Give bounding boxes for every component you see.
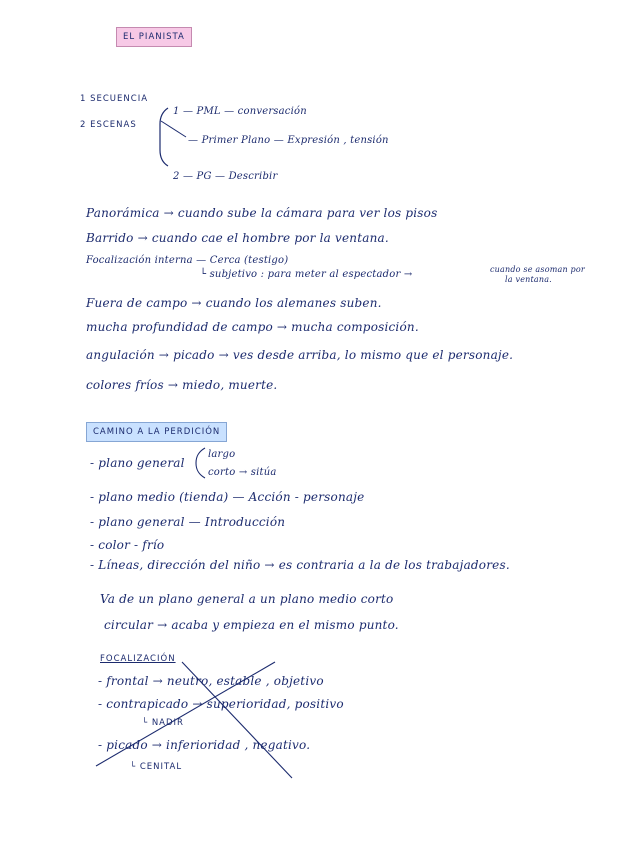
largo-corto-brace xyxy=(196,448,205,478)
item-picado: - picado → inferioridad , negativo. xyxy=(98,738,311,752)
item-color: - color - frío xyxy=(90,538,165,552)
item-nadir: └ NADIR xyxy=(142,718,184,728)
note-panoramica: Panorámica → cuando sube la cámara para ver los pisos xyxy=(86,206,438,220)
note-circular: circular → acaba y empieza en el mismo punto. xyxy=(104,618,399,632)
note-subjetivo-tail-1: cuando se asoman por xyxy=(490,265,585,274)
section-heading-camino: CAMINO A LA PERDICIÓN xyxy=(86,422,227,442)
scene-branch-primer-plano: — Primer Plano — Expresión , tensión xyxy=(188,135,389,146)
note-angulacion: angulación → picado → ves desde arriba, lo mismo que el personaje. xyxy=(86,348,514,362)
note-subjetivo: └ subjetivo : para meter al espectador → xyxy=(200,269,413,280)
page-title: EL PIANISTA xyxy=(116,27,192,47)
section-heading-focalizacion: FOCALIZACIÓN xyxy=(100,654,176,664)
scene-branch-pml: 1 — PML — conversación xyxy=(173,106,307,117)
item-plano-general: - plano general xyxy=(90,456,185,470)
item-plano-medio: - plano medio (tienda) — Acción - personaje xyxy=(90,490,365,504)
escenas-label: 2 ESCENAS xyxy=(80,120,137,130)
item-corto: corto → sitúa xyxy=(208,467,277,478)
item-largo: largo xyxy=(208,449,236,460)
cross-out-line-2 xyxy=(182,662,292,778)
scene-bracket xyxy=(160,108,168,166)
note-barrido: Barrido → cuando cae el hombre por la ventana. xyxy=(86,231,389,245)
note-profundidad: mucha profundidad de campo → mucha composición. xyxy=(86,320,419,334)
note-va-de: Va de un plano general a un plano medio corto xyxy=(100,592,394,606)
secuencia-label: 1 SECUENCIA xyxy=(80,94,149,104)
item-plano-general-intro: - plano general — Introducción xyxy=(90,515,286,529)
item-lineas: - Líneas, dirección del niño → es contraria a la de los trabajadores. xyxy=(90,558,510,572)
cross-out-line-1 xyxy=(96,662,275,766)
item-contrapicado: - contrapicado → superioridad, positivo xyxy=(98,697,344,711)
scene-bracket-tick xyxy=(161,121,186,137)
note-focalizacion-interna: Focalización interna — Cerca (testigo) xyxy=(86,255,289,266)
note-subjetivo-tail-2: la ventana. xyxy=(505,275,552,284)
note-colores: colores fríos → miedo, muerte. xyxy=(86,378,278,392)
scene-branch-pg: 2 — PG — Describir xyxy=(173,171,278,182)
note-fuera-de-campo: Fuera de campo → cuando los alemanes suben. xyxy=(86,296,382,310)
item-cenital: └ CENITAL xyxy=(130,762,183,772)
item-frontal: - frontal → neutro, estable , objetivo xyxy=(98,674,324,688)
